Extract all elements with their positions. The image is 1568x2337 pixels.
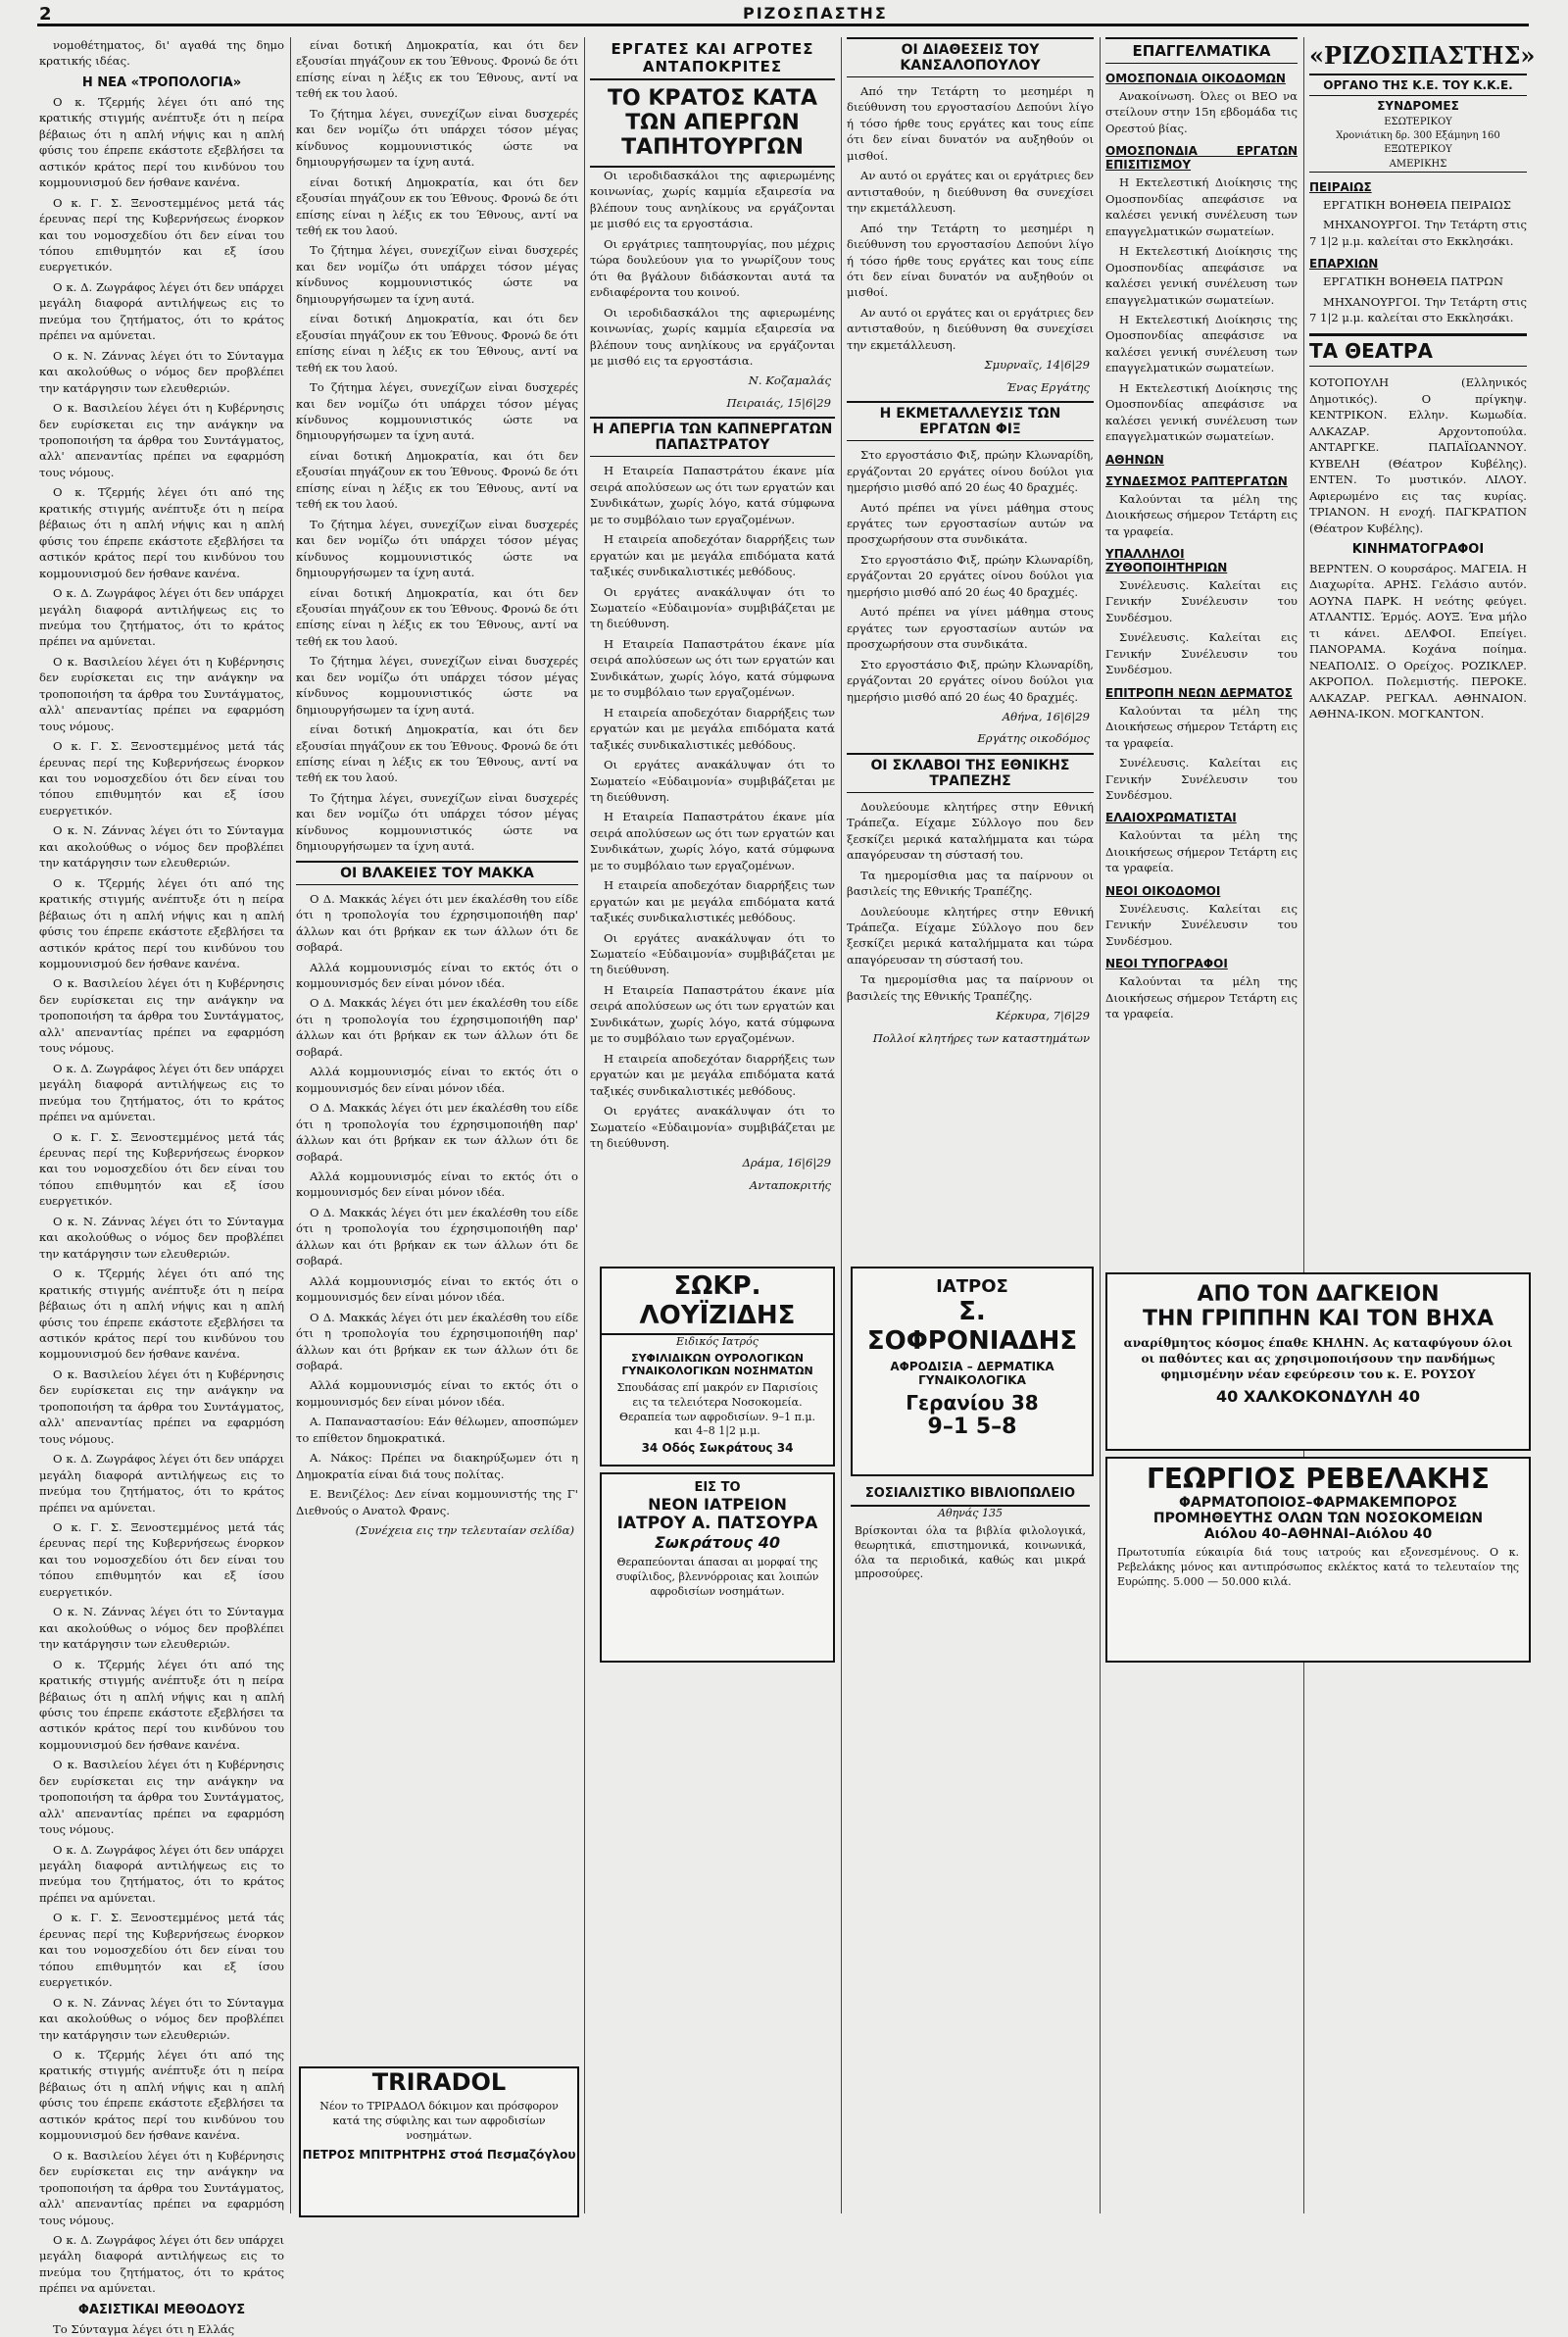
- paragraph: Αλλά κομμουνισμός είναι το εκτός ότι ο κομμουνισμός δεν είναι μόνον ιδέα.: [296, 1065, 578, 1095]
- masthead-subtitle: ΟΡΓΑΝΟ ΤΗΣ Κ.Ε. ΤΟΥ Κ.Κ.Ε.: [1309, 75, 1527, 96]
- column-3: [590, 37, 835, 1258]
- paragraph: Οι ιεροδιδασκάλοι της αφιερωμένης κοινωνίας, χωρίς καμμία εξαιρεσία να βλέπουν τους ανηλίκους να εργάζονται με μισθό εις τα εργοστάσια.: [590, 305, 835, 368]
- subscriptions-title: ΣΥΝΔΡΟΜΕΣ: [1377, 99, 1459, 113]
- notice-heading: ΟΜΟΣΠΟΝΔΙΑ ΕΡΓΑΤΩΝ ΕΠΙΣΙΤΙΣΜΟΥ: [1105, 144, 1298, 173]
- notice-text: ΜΗΧΑΝΟΥΡΓΟΙ. Την Τετάρτη στις 7 1|2 μ.μ. καλείται στο Εκκλησάκι.: [1309, 218, 1527, 248]
- notice-heading: ΕΠΑΡΧΙΩΝ: [1309, 257, 1379, 272]
- ad-text: Θεραπεύονται άπασαι αι μορφαί της συφίλιδος, βλεννόρροιας και λοιπών αφροδισίων νοσημάτων.: [615, 1556, 819, 1598]
- ad-address: 40 ΧΑΛΚΟΚΟΝΔΥΛΗ 40: [1216, 1386, 1420, 1406]
- ad-patsouras: [600, 1472, 835, 1663]
- paragraph: Οι εργάτες ανακάλυψαν ότι το Σωματείο «Εὐδαιμονία» συμβιβάζεται με τη διεύθυνση.: [590, 1104, 835, 1151]
- paragraph: Ο κ. Τζερμής λέγει ότι από της κρατικής στιγμής ανέπτυξε ότι η πείρα βέβαιως ότι η απλή νήψις και η απλή φύσις του έπρεπε εκάστοτε εξεβλήσει τα αστικόν κράτος περί του κινδύνου του κομμουνισμού δεν ήσθανε κανένα.: [39, 485, 284, 580]
- notice-heading: ΝΕΟΙ ΟΙΚΟΔΟΜΟΙ: [1105, 883, 1221, 898]
- column-2: [296, 37, 578, 2218]
- paragraph: Η εταιρεία αποδεχόταν διαρρήξεις των εργατών και με μεγάλα επιδόματα κατά ταξικές συνδικαλιστικές μεθόδους.: [590, 1051, 835, 1098]
- notice-text: Καλούνται τα μέλη της Διοικήσεως σήμερον Τετάρτη εις τα γραφεία.: [1105, 491, 1298, 538]
- ad-address: Αιόλου 40–ΑΘΗΝΑΙ–Αιόλου 40: [1203, 1526, 1433, 1542]
- article-heading: Η ΝΕΑ «ΤΡΟΠΟΛΟΓΙΑ»: [81, 75, 242, 90]
- column-rule: [1100, 37, 1101, 2213]
- ad-line: ΕΙΣ ΤΟ: [694, 1480, 741, 1495]
- notice-text: ΜΗΧΑΝΟΥΡΓΟΙ. Την Τετάρτη στις 7 1|2 μ.μ. καλείται στο Εκκλησάκι.: [1309, 294, 1527, 325]
- masthead-title: «ΡΙΖΟΣΠΑΣΤΗΣ»: [1309, 37, 1527, 75]
- notice-text: ΕΡΓΑΤΙΚΗ ΒΟΗΘΕΙΑ ΠΑΤΡΩΝ: [1323, 274, 1503, 289]
- ad-address: Σωκράτους 40: [655, 1533, 780, 1552]
- article-subheading: ΦΑΣΙΣΤΙΚΑΙ ΜΕΘΟΔΟΥΣ: [77, 2302, 246, 2317]
- column-1: [39, 37, 284, 2336]
- paragraph: Ο κ. Ν. Ζάννας λέγει ότι το Σύνταγμα και ακολούθως ο νόμος δεν προβλέπει την κατάργησιν των ελευθεριών.: [39, 348, 284, 395]
- paragraph: Από την Τετάρτη το μεσημέρι η διεύθυνση του εργοστασίου Δεπούνι λίγο ή τόσο ήρθε τους εργάτες και τους είπε ότι δεν είναι δυνατόν να αυξηθούν οι μισθοί.: [847, 221, 1094, 300]
- notice-text: Συνέλευσις. Καλείται εις Γενικήν Συνέλευσιν του Συνδέσμου.: [1105, 756, 1298, 802]
- subscriptions-line: Χρονιάτικη δρ. 300 Εξάμηνη 160: [1336, 130, 1500, 142]
- section-banner: ΕΡΓΑΤΕΣ ΚΑΙ ΑΓΡΟΤΕΣ ΑΝΤΑΠΟΚΡΙΤΕΣ: [590, 37, 835, 80]
- article-heading: ΟΙ ΔΙΑΘΕΣΕΙΣ ΤΟΥ ΚΑΝΣΑΛΟΠΟΥΛΟΥ: [847, 37, 1094, 77]
- paragraph: Στο εργοστάσιο Φιξ, πρώην Κλωναρίδη, εργάζονται 20 εργάτες οίνου δούλοι για ημερήσιο μισθό από 20 έως 40 δραχμές.: [847, 448, 1094, 495]
- article-heading: ΟΙ ΒΛΑΚΕΙΕΣ ΤΟΥ ΜΑΚΚΑ: [296, 861, 578, 885]
- notice-text: Η Εκτελεστική Διοίκησις της Ομοσπονδίας απεφάσισε να καλέσει γενική συνέλευση των επαγγελματικών σωματείων.: [1105, 380, 1298, 444]
- ad-specialties: ΣΥΦΙΛΙΔΙΚΩΝ ΟΥΡΟΛΟΓΙΚΩΝ ΓΥΝΑΙΚΟΛΟΓΙΚΩΝ ΝΟΣΗΜΑΤΩΝ: [621, 1351, 813, 1377]
- ad-revelakis: [1105, 1457, 1531, 1663]
- column-4: [847, 37, 1094, 1258]
- notice-text: Συνέλευσις. Καλείται εις Γενικήν Συνέλευσιν του Συνδέσμου.: [1105, 901, 1298, 948]
- paragraph: Ο Δ. Μακκάς λέγει ότι μεν έκαλέσθη του είδε ότι η τροπολογία του έχρησιμοποιήθη παρ' άλλων και ότι βρήκαν εκ των άλλων ότι δε σοβαρά.: [296, 996, 578, 1059]
- ad-line: ΦΑΡΜΑΤΟΠΟΙΟΣ–ΦΑΡΜΑΚΕΜΠΟΡΟΣ: [1179, 1495, 1457, 1511]
- paragraph: Ο κ. Βασιλείου λέγει ότι η Κυβέρνησις δεν ευρίσκεται εις την ανάγκην να τροποποιήση τα άρθρα του Συντάγματος, αλλ' απεναντίας πρέπει να εφαρμόση τους νόμους.: [39, 401, 284, 479]
- paragraph: Ο κ. Βασιλείου λέγει ότι η Κυβέρνησις δεν ευρίσκεται εις την ανάγκην να τροποποιήση τα άρθρα του Συντάγματος, αλλ' απεναντίας πρέπει να εφαρμόση τους νόμους.: [39, 654, 284, 733]
- paragraph: Ο κ. Γ. Σ. Ξενοστεμμένος μετά τάς έρευνας περί της Κυβερνήσεως ένορκον και του νομοσχεδίου ότι δεν είναι του τόπου επιθυμητόν και εξ ίσου ευεργετικόν.: [39, 739, 284, 818]
- article-heading: ΟΙ ΣΚΛΑΒΟΙ ΤΗΣ ΕΘΝΙΚΗΣ ΤΡΑΠΕΖΗΣ: [847, 753, 1094, 793]
- paragraph: Στο εργοστάσιο Φιξ, πρώην Κλωναρίδη, εργάζονται 20 εργάτες οίνου δούλοι για ημερήσιο μισθό από 20 έως 40 δραχμές.: [847, 657, 1094, 704]
- paragraph: Η Εταιρεία Παπαστράτου έκανε μία σειρά απολύσεων ως ότι των εργατών και Συνδικάτων, χωρίς λόγο, κατά σύμφωνα με το συμβόλαιο των εργαζομένων.: [590, 636, 835, 700]
- ad-sofroniadis: [851, 1267, 1094, 1476]
- byline: Πολλοί κλητήρες των καταστημάτων: [872, 1030, 1090, 1045]
- paragraph: Ο κ. Τζερμής λέγει ότι από της κρατικής στιγμής ανέπτυξε ότι η πείρα βέβαιως ότι η απλή νήψις και η απλή φύσις του έπρεπε εκάστοτε εξεβλήσει τα αστικόν κράτος περί του κινδύνου του κομμουνισμού δεν ήσθανε κανένα.: [39, 1657, 284, 1752]
- paragraph: Δουλεύουμε κλητήρες στην Εθνική Τράπεζα. Είχαμε Σύλλογο που δεν ξεσκίζει μερικά καταλήμματα και τώρα απαγόρευσαν τη σύστασή του.: [847, 904, 1094, 967]
- paragraph: Ο κ. Δ. Ζωγράφος λέγει ότι δεν υπάρχει μεγάλη διαφορά αντιλήψεως εις το πνεύμα του ζητήματος, ότι το κράτος πρέπει να αμύνεται.: [39, 1842, 284, 1905]
- subscriptions-line: ΑΜΕΡΙΚΗΣ: [1309, 158, 1527, 173]
- main-headline: ΤΟ ΚΡΑΤΟΣ ΚΑΤΑ ΤΩΝ ΑΠΕΡΓΩΝ ΤΑΠΗΤΟΥΡΓΩΝ: [590, 80, 835, 168]
- continuation-note: (Συνέχεια εις την τελευταίαν σελίδα): [355, 1523, 574, 1538]
- notice-heading: ΕΛΑΙΟΧΡΩΜΑΤΙΣΤΑΙ: [1105, 811, 1237, 825]
- ad-bookstore: [851, 1482, 1090, 1659]
- notice-text: Η Εκτελεστική Διοίκησις της Ομοσπονδίας απεφάσισε να καλέσει γενική συνέλευση των επαγγελματικών σωματείων.: [1105, 312, 1298, 375]
- paragraph: Οι εργάτριες ταπητουργίας, που μέχρις τώρα δουλεύουν για το γνωρίζουν τους ότι θα βγάλουν διδάσκονται αυτά τα ενδιαφέροντα του κοινού.: [590, 236, 835, 300]
- paragraph: Ο κ. Βασιλείου λέγει ότι η Κυβέρνησις δεν ευρίσκεται εις την ανάγκην να τροποποιήση τα άρθρα του Συντάγματος, αλλ' απεναντίας πρέπει να εφαρμόση τους νόμους.: [39, 2148, 284, 2227]
- paragraph: Ο κ. Ν. Ζάννας λέγει ότι το Σύνταγμα και ακολούθως ο νόμος δεν προβλέπει την κατάργησιν των ελευθεριών.: [39, 1214, 284, 1261]
- column-rule: [290, 37, 291, 2213]
- paragraph: Ο κ. Βασιλείου λέγει ότι η Κυβέρνησις δεν ευρίσκεται εις την ανάγκην να τροποποιήση τα άρθρα του Συντάγματος, αλλ' απεναντίας πρέπει να εφαρμόση τους νόμους.: [39, 976, 284, 1056]
- paragraph: Τα ημερομίσθια μας τα παίρνουν οι βασιλείς της Εθνικής Τραπέζης.: [847, 972, 1094, 1003]
- dateline: Σμυρναϊς, 14|6|29: [984, 358, 1090, 373]
- ad-line: ΝΕΟΝ ΙΑΤΡΕΙΟΝ: [648, 1495, 787, 1514]
- ad-line: ΙΑΤΡΟΣ: [936, 1276, 1008, 1297]
- paragraph: νομοθέτηματος, δι' αγαθά της δημο κρατικής ιδέας.: [39, 38, 284, 69]
- paragraph: είναι δοτική Δημοκρατία, και ότι δεν εξουσίαι πηγάζουν εκ του Έθνους. Φρονώ δε ότι επίσης είναι η λέξις εκ του Έθνους, αντί να τεθή εκ του λαού.: [296, 448, 578, 512]
- paragraph: Ο κ. Δ. Ζωγράφος λέγει ότι δεν υπάρχει μεγάλη διαφορά αντιλήψεως εις το πνεύμα του ζητήματος, ότι το κράτος πρέπει να αμύνεται.: [39, 2233, 284, 2296]
- article-heading: Η ΕΚΜΕΤΑΛΛΕΥΣΙΣ ΤΩΝ ΕΡΓΑΤΩΝ ΦΙΞ: [847, 401, 1094, 441]
- paragraph: Αυτό πρέπει να γίνει μάθημα στους εργάτες των εργοστασίων αυτών να προσχωρήσουν στα συνδικάτα.: [847, 605, 1094, 652]
- notice-heading: ΝΕΟΙ ΤΥΠΟΓΡΑΦΟΙ: [1105, 957, 1228, 971]
- subscriptions-line: ΕΞΩΤΕΡΙΚΟΥ: [1384, 144, 1452, 156]
- paragraph: Ο Δ. Μακκάς λέγει ότι μεν έκαλέσθη του είδε ότι η τροπολογία του έχρησιμοποιήθη παρ' άλλων και ότι βρήκαν εκ των άλλων ότι δε σοβαρά.: [296, 1205, 578, 1268]
- paragraph: Το ζήτημα λέγει, συνεχίζων εἰναι δυσχερές και δεν νομίζω ότι υπάρχει τόσον μέγας κίνδυνος κομμουνιστικός ώστε να δημιουργήσωμεν τα ίχνη αυτά.: [296, 654, 578, 717]
- ad-subtitle: Ειδικός Ιατρός: [676, 1335, 759, 1348]
- paragraph: Ο Δ. Μακκάς λέγει ότι μεν έκαλέσθη του είδε ότι η τροπολογία του έχρησιμοποιήθη παρ' άλλων και ότι βρήκαν εκ των άλλων ότι δε σοβαρά.: [296, 1101, 578, 1164]
- byline: Ανταποκριτής: [749, 1177, 831, 1192]
- notice-heading: ΣΥΝΔΕΣΜΟΣ ΡΑΠΤΕΡΓΑΤΩΝ: [1105, 473, 1288, 488]
- byline: Ένας Εργάτης: [1005, 379, 1090, 394]
- cinema-listings: ΒΕΡΝΤΕΝ. Ο κουρσάρος. ΜΑΓΕΙΑ. Η Διαχωρίτα. ΑΡΗΣ. Γελάσιο αυτόν. ΑΟΥΝΑ ΠΑΡΚ. Η νεότης φεύγει. ΑΤΛΑΝΤΙΣ. Έρμός. ΑΟΥΞ. Ένα μήλο τι κάνει. ΔΕΛΦΟΙ. Επείγει. ΠΑΝΟΡΑΜΑ. Κοχάνα ποίημα. ΝΕΑΠΟΛΙΣ. Ο Ορείχος. ΡΟΖΙΚΛΕΡ. ΑΚΡΟΠΟΛ. Πολεμιστής. ΠΕΡΟΚΕ. ΑΛΚΑΖΑΡ. ΡΕΓΚΑΛ. ΑΘΗΝΑΙΟΝ. ΑΘΗΝΑ-ΙΚΟΝ. ΜΟΓΚΑΝΤΟΝ.: [1309, 562, 1527, 721]
- paragraph: είναι δοτική Δημοκρατία, και ότι δεν εξουσίαι πηγάζουν εκ του Έθνους. Φρονώ δε ότι επίσης είναι η λέξις εκ του Έθνους, αντί να τεθή εκ του λαού.: [296, 174, 578, 237]
- paragraph: Ο κ. Γ. Σ. Ξενοστεμμένος μετά τάς έρευνας περί της Κυβερνήσεως ένορκον και του νομοσχεδίου ότι δεν είναι του τόπου επιθυμητόν και εξ ίσου ευεργετικόν.: [39, 195, 284, 274]
- notice-text: Συνέλευσις. Καλείται εις Γενικήν Συνέλευσιν του Συνδέσμου.: [1105, 577, 1298, 624]
- paragraph: Το ζήτημα λέγει, συνεχίζων εἰναι δυσχερές και δεν νομίζω ότι υπάρχει τόσον μέγας κίνδυνος κομμουνιστικός ώστε να δημιουργήσωμεν τα ίχνη αυτά.: [296, 380, 578, 443]
- paragraph: Αλλά κομμουνισμός είναι το εκτός ότι ο κομμουνισμός δεν είναι μόνον ιδέα.: [296, 1378, 578, 1409]
- paragraph: Ο κ. Ν. Ζάννας λέγει ότι το Σύνταγμα και ακολούθως ο νόμος δεν προβλέπει την κατάργησιν των ελευθεριών.: [39, 823, 284, 870]
- ad-triradol: [299, 2066, 579, 2217]
- paragraph: Οι εργάτες ανακάλυψαν ότι το Σωματείο «Εὐδαιμονία» συμβιβάζεται με τη διεύθυνση.: [590, 758, 835, 804]
- theatre-listings: ΚΟΤΟΠΟΥΛΗ (Ελληνικός Δημοτικός). Ο πρίγκηψ. ΚΕΝΤΡΙΚΟΝ. Ελλην. Κωμωδία. ΑΛΚΑΖΑΡ. Αρχοντοπούλα. ΑΝΤΑΡΓΚΕ. ΠΑΠΑΪΩΑΝΝΟΥ. ΚΥΒΕΛΗ (Θέατρον Κυβέλης). ΕΝΤΕΝ. Το μυστικόν. ΛΙΛΟΥ. Αφιερωμένο εις τας κυρίας. ΤΡΙΑΝΟΝ. Η ενοχή. ΠΑΓΚΡΑΤΙΟΝ (Θέατρον Κυβέλης).: [1309, 375, 1527, 535]
- paragraph: Η εταιρεία αποδεχόταν διαρρήξεις των εργατών και με μεγάλα επιδόματα κατά ταξικές συνδικαλιστικές μεθόδους.: [590, 532, 835, 579]
- notice-text: Καλούνται τα μέλη της Διοικήσεως σήμερον Τετάρτη εις τα γραφεία.: [1105, 828, 1298, 875]
- paragraph: Ο κ. Γ. Σ. Ξενοστεμμένος μετά τάς έρευνας περί της Κυβερνήσεως ένορκον και του νομοσχεδίου ότι δεν είναι του τόπου επιθυμητόν και εξ ίσου ευεργετικόν.: [39, 1911, 284, 1990]
- paragraph: Α. Παπαναστασίου: Εάν θέλωμεν, αποσπώμεν το επίθετον δημοκρατικά.: [296, 1415, 578, 1445]
- article-heading: Η ΑΠΕΡΓΙΑ ΤΩΝ ΚΑΠΝΕΡΓΑΤΩΝ ΠΑΠΑΣΤΡΑΤΟΥ: [590, 417, 835, 457]
- paragraph: Ε. Βενιζέλος: Δεν είναι κομμουνιστής της Γ' Διεθνούς ο Ανατολ Φρανς.: [296, 1487, 578, 1517]
- column-rule: [841, 37, 842, 2213]
- ad-address: 34 Οδός Σωκράτους 34: [641, 1441, 794, 1456]
- subscriptions-line: ΕΣΩΤΕΡΙΚΟΥ: [1384, 117, 1452, 127]
- paragraph: Οι εργάτες ανακάλυψαν ότι το Σωματείο «Εὐδαιμονία» συμβιβάζεται με τη διεύθυνση.: [590, 584, 835, 631]
- ad-line: ΑΠΟ ΤΟΝ ΔΑΓΚΕΙΟΝ: [1197, 1282, 1440, 1307]
- ad-line: ΠΡΟΜΗΘΕΥΤΗΣ ΟΛΩΝ ΤΩΝ ΝΟΣΟΚΟΜΕΙΩΝ: [1152, 1511, 1484, 1526]
- ad-title: ΣΟΣΙΑΛΙΣΤΙΚΟ ΒΙΒΛΙΟΠΩΛΕΙΟ: [851, 1482, 1090, 1507]
- paragraph: Το ζήτημα λέγει, συνεχίζων εἰναι δυσχερές και δεν νομίζω ότι υπάρχει τόσον μέγας κίνδυνος κομμουνιστικός ώστε να δημιουργήσωμεν τα ίχνη αυτά.: [296, 243, 578, 306]
- paragraph: Α. Νάκος: Πρέπει να διακηρύξωμεν ότι η Δημοκρατία είναι διά τους πολίτας.: [296, 1451, 578, 1481]
- notice-heading: ΕΠΙΤΡΟΠΗ ΝΕΩΝ ΔΕΡΜΑΤΟΣ: [1105, 685, 1293, 700]
- ad-title: ΓΕΩΡΓΙΟΣ ΡΕΒΕΛΑΚΗΣ: [1147, 1463, 1490, 1495]
- paragraph: Η Εταιρεία Παπαστράτου έκανε μία σειρά απολύσεων ως ότι των εργατών και Συνδικάτων, χωρίς λόγο, κατά σύμφωνα με το συμβόλαιο των εργαζομένων.: [590, 982, 835, 1046]
- column-rule: [584, 37, 585, 2213]
- paragraph: Το ζήτημα λέγει, συνεχίζων εἰναι δυσχερές και δεν νομίζω ότι υπάρχει τόσον μέγας κίνδυνος κομμουνιστικός ώστε να δημιουργήσωμεν τα ίχνη αυτά.: [296, 106, 578, 170]
- paragraph: είναι δοτική Δημοκρατία, και ότι δεν εξουσίαι πηγάζουν εκ του Έθνους. Φρονώ δε ότι επίσης είναι η λέξις εκ του Έθνους, αντί να τεθή εκ του λαού.: [296, 722, 578, 785]
- dateline: Αθήνα, 16|6|29: [1002, 709, 1090, 723]
- ad-address: Γερανίου 38: [906, 1391, 1039, 1415]
- paragraph: Η εταιρεία αποδεχόταν διαρρήξεις των εργατών και με μεγάλα επιδόματα κατά ταξικές συνδικαλιστικές μεθόδους.: [590, 878, 835, 925]
- ad-footer: ΠΕΤΡΟΣ ΜΠΙΤΡΗΤΡΗΣ στοά Πεσμαζόγλου: [302, 2147, 576, 2162]
- paragraph: Αν αυτό οι εργάτες και οι εργάτριες δεν αντισταθούν, η διεύθυνση θα συνεχίσει την εκμετάλλευση.: [847, 305, 1094, 352]
- paragraph: Αλλά κομμουνισμός είναι το εκτός ότι ο κομμουνισμός δεν είναι μόνον ιδέα.: [296, 960, 578, 991]
- paragraph: Ο κ. Τζερμής λέγει ότι από της κρατικής στιγμής ανέπτυξε ότι η πείρα βέβαιως ότι η απλή νήψις και η απλή φύσις του έπρεπε εκάστοτε εξεβλήσει τα αστικόν κράτος περί του κινδύνου του κομμουνισμού δεν ήσθανε κανένα.: [39, 1267, 284, 1362]
- notice-text: Καλούνται τα μέλη της Διοικήσεως σήμερον Τετάρτη εις τα γραφεία.: [1105, 703, 1298, 750]
- ad-specialties: ΑΦΡΟΔΙΣΙΑ – ΔΕΡΜΑΤΙΚΑ ΓΥΝΑΙΚΟΛΟΓΙΚΑ: [890, 1360, 1054, 1387]
- newspaper-name: ΡΙΖΟΣΠΑΣΤΗΣ: [743, 4, 888, 23]
- paragraph: Τα ημερομίσθια μας τα παίρνουν οι βασιλείς της Εθνικής Τραπέζης.: [847, 868, 1094, 899]
- paragraph: Ο κ. Δ. Ζωγράφος λέγει ότι δεν υπάρχει μεγάλη διαφορά αντιλήψεως εις το πνεύμα του ζητήματος, ότι το κράτος πρέπει να αμύνεται.: [39, 279, 284, 343]
- paragraph: Ο κ. Τζερμής λέγει ότι από της κρατικής στιγμής ανέπτυξε ότι η πείρα βέβαιως ότι η απλή νήψις και η απλή φύσις του έπρεπε εκάστοτε εξεβλήσει τα αστικόν κράτος περί του κινδύνου του κομμουνισμού δεν ήσθανε κανένα.: [39, 875, 284, 971]
- column-5: [1105, 37, 1298, 1258]
- notice-text: Η Εκτελεστική Διοίκησις της Ομοσπονδίας απεφάσισε να καλέσει γενική συνέλευση των επαγγελματικών σωματείων.: [1105, 175, 1298, 238]
- paragraph: Δουλεύουμε κλητήρες στην Εθνική Τράπεζα. Είχαμε Σύλλογο που δεν ξεσκίζει μερικά καταλήμματα και τώρα απαγόρευσαν τη σύστασή του.: [847, 799, 1094, 863]
- paragraph: Ο κ. Δ. Ζωγράφος λέγει ότι δεν υπάρχει μεγάλη διαφορά αντιλήψεως εις το πνεύμα του ζητήματος, ότι το κράτος πρέπει να αμύνεται.: [39, 586, 284, 649]
- dateline: Κέρκυρα, 7|6|29: [996, 1009, 1090, 1023]
- paragraph: Αυτό πρέπει να γίνει μάθημα στους εργάτες των εργοστασίων αυτών να προσχωρήσουν στα συνδικάτα.: [847, 500, 1094, 547]
- paragraph: Ο κ. Βασιλείου λέγει ότι η Κυβέρνησις δεν ευρίσκεται εις την ανάγκην να τροποποιήση τα άρθρα του Συντάγματος, αλλ' απεναντίας πρέπει να εφαρμόση τους νόμους.: [39, 1367, 284, 1446]
- masthead-box: [1309, 37, 1536, 173]
- paragraph: είναι δοτική Δημοκρατία, και ότι δεν εξουσίαι πηγάζουν εκ του Έθνους. Φρονώ δε ότι επίσης είναι η λέξις εκ του Έθνους, αντί να τεθή εκ του λαού.: [296, 38, 578, 101]
- ad-louizidis: [600, 1267, 835, 1467]
- paragraph: Η Εταιρεία Παπαστράτου έκανε μία σειρά απολύσεων ως ότι των εργατών και Συνδικάτων, χωρίς λόγο, κατά σύμφωνα με το συμβόλαιο των εργαζομένων.: [590, 810, 835, 872]
- notice-heading: ΥΠΑΛΛΗΛΟΙ ΖΥΘΟΠΟΙΗΤΗΡΙΩΝ: [1105, 546, 1228, 574]
- ad-hours: 9–1 5–8: [927, 1415, 1017, 1439]
- ad-text: Βρίσκονται όλα τα βιβλία φιλολογικά, θεωρητικά, επιστημονικά, κοινωνικά, όλα τα περιοδικά, καθώς και μικρά μπροσούρες.: [855, 1523, 1086, 1581]
- ad-title: ΣΩΚΡ. ΛΟΥΪΖΙΔΗΣ: [602, 1268, 833, 1335]
- notice-heading: ΠΕΙΡΑΙΩΣ: [1309, 179, 1372, 194]
- theatre-heading: ΤΑ ΘΕΑΤΡΑ: [1309, 333, 1527, 367]
- cinema-heading: ΚΙΝΗΜΑΤΟΓΡΑΦΟΙ: [1351, 542, 1485, 557]
- ad-text: Νέον το ΤΡΙΡΑΔΟΛ δόκιμον και πρόσφορον κατά της σύφιλης και των αφροδισίων νοσημάτων.: [319, 2100, 559, 2142]
- column-6: [1309, 37, 1536, 1258]
- notice-heading: ΑΘΗΝΩΝ: [1105, 452, 1164, 467]
- ad-text: Σπουδάσας επί μακρόν εν Παρισίοις εις τα τελειότερα Νοσοκομεία. Θεραπεία των αφροδισίων. 9–1 π.μ. και 4–8 1|2 μ.μ.: [616, 1380, 818, 1438]
- paragraph: Το Σύνταγμα λέγει ότι η Ελλάς: [53, 2321, 235, 2336]
- paragraph: Ο Δ. Μακκάς λέγει ότι μεν έκαλέσθη του είδε ότι η τροπολογία του έχρησιμοποιήθη παρ' άλλων και ότι βρήκαν εκ των άλλων ότι δε σοβαρά.: [296, 891, 578, 955]
- paragraph: Από την Τετάρτη το μεσημέρι η διεύθυνση του εργοστασίου Δεπούνι λίγο ή τόσο ήρθε τους εργάτες και τους είπε ότι δεν είναι δυνατόν να αυξηθούν οι μισθοί.: [847, 84, 1094, 163]
- notice-text: Συνέλευσις. Καλείται εις Γενικήν Συνέλευσιν του Συνδέσμου.: [1105, 630, 1298, 677]
- ad-address: Αθηνάς 135: [938, 1507, 1003, 1519]
- paragraph: είναι δοτική Δημοκρατία, και ότι δεν εξουσίαι πηγάζουν εκ του Έθνους. Φρονώ δε ότι επίσης είναι η λέξις εκ του Έθνους, αντί να τεθή εκ του λαού.: [296, 312, 578, 374]
- paragraph: Ο κ. Τζερμής λέγει ότι από της κρατικής στιγμής ανέπτυξε ότι η πείρα βέβαιως ότι η απλή νήψις και η απλή φύσις του έπρεπε εκάστοτε εξεβλήσει τα αστικόν κράτος περί του κινδύνου του κομμουνισμού δεν ήσθανε κανένα.: [39, 94, 284, 190]
- page-header: [37, 6, 1529, 26]
- ad-text: αναρίθμητος κόσμος έπαθε ΚΗΛΗΝ. Ας καταφύγουν όλοι οι παθόντες και ας χρησιμοποιήσουν την πανδήμως φημισμένην νέαν εφεύρεσιν του κ. Ε. ΡΟΥΣΟΥ: [1123, 1336, 1513, 1382]
- notice-text: Η Εκτελεστική Διοίκησις της Ομοσπονδίας απεφάσισε να καλέσει γενική συνέλευση των επαγγελματικών σωματείων.: [1105, 244, 1298, 307]
- paragraph: είναι δοτική Δημοκρατία, και ότι δεν εξουσίαι πηγάζουν εκ του Έθνους. Φρονώ δε ότι επίσης είναι η λέξις εκ του Έθνους, αντί να τεθή εκ του λαού.: [296, 585, 578, 648]
- paragraph: Το ζήτημα λέγει, συνεχίζων εἰναι δυσχερές και δεν νομίζω ότι υπάρχει τόσον μέγας κίνδυνος κομμουνιστικός ώστε να δημιουργήσωμεν τα ίχνη αυτά.: [296, 790, 578, 854]
- column-rule: [1303, 37, 1304, 2213]
- ad-text: Πρωτοτυπία εύκαιρία διά τους ιατρούς και εξονεσμένους. Ο κ. Ρεβελάκης μόνος και αντιπρόσωπος εκλέκτος κατά το τελευταίον της Ευρώπης. 5.000 — 50.000 κιλά.: [1117, 1546, 1519, 1588]
- paragraph: Η εταιρεία αποδεχόταν διαρρήξεις των εργατών και με μεγάλα επιδόματα κατά ταξικές συνδικαλιστικές μεθόδους.: [590, 705, 835, 752]
- paragraph: Ο κ. Γ. Σ. Ξενοστεμμένος μετά τάς έρευνας περί της Κυβερνήσεως ένορκον και του νομοσχεδίου ότι δεν είναι του τόπου επιθυμητόν και εξ ίσου ευεργετικόν.: [39, 1519, 284, 1599]
- paragraph: Οι εργάτες ανακάλυψαν ότι το Σωματείο «Εὐδαιμονία» συμβιβάζεται με τη διεύθυνση.: [590, 930, 835, 977]
- paragraph: Ο κ. Ν. Ζάννας λέγει ότι το Σύνταγμα και ακολούθως ο νόμος δεν προβλέπει την κατάργησιν των ελευθεριών.: [39, 1605, 284, 1652]
- byline: Ν. Κοζαμαλάς: [748, 373, 831, 388]
- paragraph: Ο κ. Δ. Ζωγράφος λέγει ότι δεν υπάρχει μεγάλη διαφορά αντιλήψεως εις το πνεύμα του ζητήματος, ότι το κράτος πρέπει να αμύνεται.: [39, 1452, 284, 1515]
- paragraph: Το ζήτημα λέγει, συνεχίζων εἰναι δυσχερές και δεν νομίζω ότι υπάρχει τόσον μέγας κίνδυνος κομμουνιστικός ώστε να δημιουργήσωμεν τα ίχνη αυτά.: [296, 517, 578, 580]
- paragraph: Οι ιεροδιδασκάλοι της αφιερωμένης κοινωνίας, χωρίς καμμία εξαιρεσία να βλέπουν τους ανηλίκους να εργάζονται με μισθό εις τα εργοστάσια.: [590, 169, 835, 231]
- paragraph: Ο Δ. Μακκάς λέγει ότι μεν έκαλέσθη του είδε ότι η τροπολογία του έχρησιμοποιήθη παρ' άλλων και ότι βρήκαν εκ των άλλων ότι δε σοβαρά.: [296, 1310, 578, 1372]
- notice-text: Ανακοίνωση. Όλες οι ΒΕΟ να στείλουν στην 15η εβδομάδα τις Ορεστού βίας.: [1105, 89, 1298, 135]
- paragraph: Αλλά κομμουνισμός είναι το εκτός ότι ο κομμουνισμός δεν είναι μόνον ιδέα.: [296, 1169, 578, 1200]
- ad-title: Σ. ΣΟΦΡΟΝΙΑΔΗΣ: [866, 1297, 1078, 1356]
- dateline: Πειραιάς, 15|6|29: [726, 395, 831, 410]
- page-number: 2: [39, 4, 52, 25]
- ad-grippe: [1105, 1272, 1531, 1451]
- paragraph: Ο κ. Γ. Σ. Ξενοστεμμένος μετά τάς έρευνας περί της Κυβερνήσεως ένορκον και του νομοσχεδίου ότι δεν είναι του τόπου επιθυμητόν και εξ ίσου ευεργετικόν.: [39, 1129, 284, 1209]
- ad-title: ΙΑΤΡΟΥ Α. ΠΑΤΣΟΥΡΑ: [616, 1514, 818, 1533]
- paragraph: Ο κ. Ν. Ζάννας λέγει ότι το Σύνταγμα και ακολούθως ο νόμος δεν προβλέπει την κατάργησιν των ελευθεριών.: [39, 1995, 284, 2042]
- dateline: Δράμα, 16|6|29: [742, 1156, 831, 1170]
- notice-text: ΕΡΓΑΤΙΚΗ ΒΟΗΘΕΙΑ ΠΕΙΡΑΙΩΣ: [1323, 197, 1511, 212]
- paragraph: Αν αυτό οι εργάτες και οι εργάτριες δεν αντισταθούν, η διεύθυνση θα συνεχίσει την εκμετάλλευση.: [847, 169, 1094, 216]
- paragraph: Ο κ. Δ. Ζωγράφος λέγει ότι δεν υπάρχει μεγάλη διαφορά αντιλήψεως εις το πνεύμα του ζητήματος, ότι το κράτος πρέπει να αμύνεται.: [39, 1061, 284, 1124]
- paragraph: Στο εργοστάσιο Φιξ, πρώην Κλωναρίδη, εργάζονται 20 εργάτες οίνου δούλοι για ημερήσιο μισθό από 20 έως 40 δραχμές.: [847, 552, 1094, 599]
- byline: Εργάτης οικοδόμος: [977, 731, 1090, 746]
- notice-text: Καλούνται τα μέλη της Διοικήσεως σήμερον Τετάρτη εις τα γραφεία.: [1105, 974, 1298, 1021]
- paragraph: Η Εταιρεία Παπαστράτου έκανε μία σειρά απολύσεων ως ότι των εργατών και Συνδικάτων, χωρίς λόγο, κατά σύμφωνα με το συμβόλαιο των εργαζομένων.: [590, 464, 835, 526]
- section-title: ΕΠΑΓΓΕΛΜΑΤΙΚΑ: [1105, 37, 1298, 64]
- ad-line: ΤΗΝ ΓΡΙΠΠΗΝ ΚΑΙ ΤΟΝ ΒΗΧΑ: [1143, 1307, 1494, 1331]
- notice-heading: ΟΜΟΣΠΟΝΔΙΑ ΟΙΚΟΔΟΜΩΝ: [1105, 72, 1286, 85]
- paragraph: Ο κ. Βασιλείου λέγει ότι η Κυβέρνησις δεν ευρίσκεται εις την ανάγκην να τροποποιήση τα άρθρα του Συντάγματος, αλλ' απεναντίας πρέπει να εφαρμόση τους νόμους.: [39, 1758, 284, 1837]
- paragraph: Ο κ. Τζερμής λέγει ότι από της κρατικής στιγμής ανέπτυξε ότι η πείρα βέβαιως ότι η απλή νήψις και η απλή φύσις του έπρεπε εκάστοτε εξεβλήσει τα αστικόν κράτος περί του κινδύνου του κομμουνισμού δεν ήσθανε κανένα.: [39, 2048, 284, 2143]
- ad-title: TRIRADOL: [371, 2068, 507, 2096]
- paragraph: Αλλά κομμουνισμός είναι το εκτός ότι ο κομμουνισμός δεν είναι μόνον ιδέα.: [296, 1273, 578, 1305]
